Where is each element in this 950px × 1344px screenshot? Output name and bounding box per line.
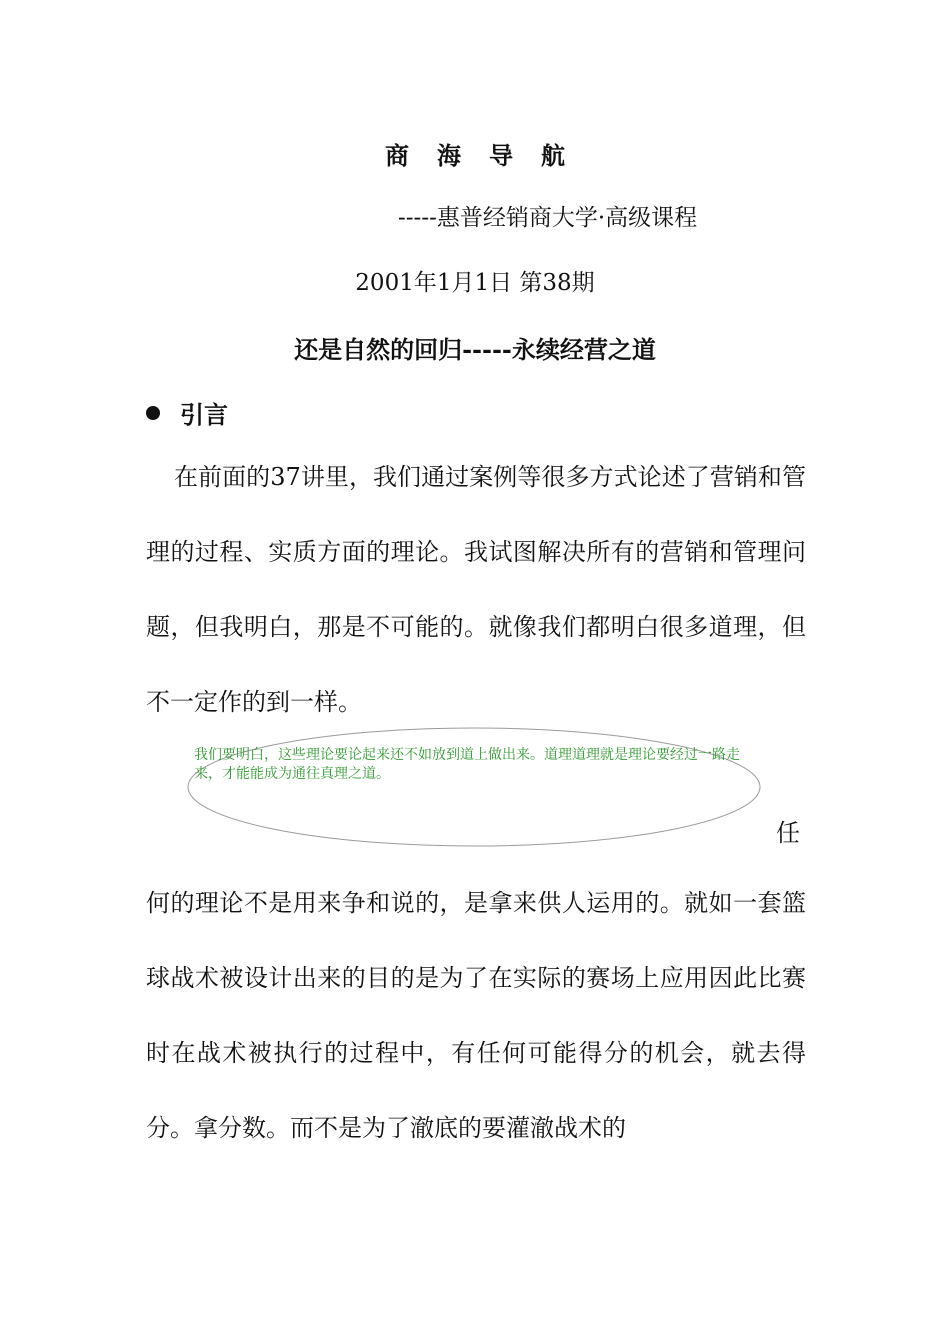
bullet-icon <box>146 406 160 420</box>
article-title: 还是自然的回归-----永续经营之道 <box>294 335 656 364</box>
issue-date-line: 2001年1月1日 第38期 <box>355 270 595 296</box>
body-paragraph: 何的理论不是用来争和说的，是拿来供人运用的。就如一套篮球战术被设计出来的目的是为了在实际的赛场上应用因此比赛时在战术被执行的过程中，有任何可能得分的机会，就去得分。拿分数。而不是为了澈底的要灌澈战术的 <box>146 889 806 1142</box>
section-heading <box>146 395 228 430</box>
wrapped-character: 任 <box>776 819 800 847</box>
document-subtitle: -----惠普经销商大学·高级课程 <box>398 205 698 231</box>
intro-paragraph: 在前面的37讲里，我们通过案例等很多方式论述了营销和管理的过程、实质方面的理论。我试图解决所有的营销和管理问题，但我明白，那是不可能的。就像我们都明白很多道理，但不一定作的到一样。 <box>146 463 806 716</box>
callout-text: 我们要明白，这些理论要论起来还不如放到道上做出来。道理道理就是理论要经过一路走来，才能能成为通往真理之道。 <box>194 747 740 782</box>
document-title: 商海导航 <box>385 141 593 170</box>
callout-ellipse <box>186 726 762 848</box>
section-heading-text: 引言 <box>180 400 228 429</box>
